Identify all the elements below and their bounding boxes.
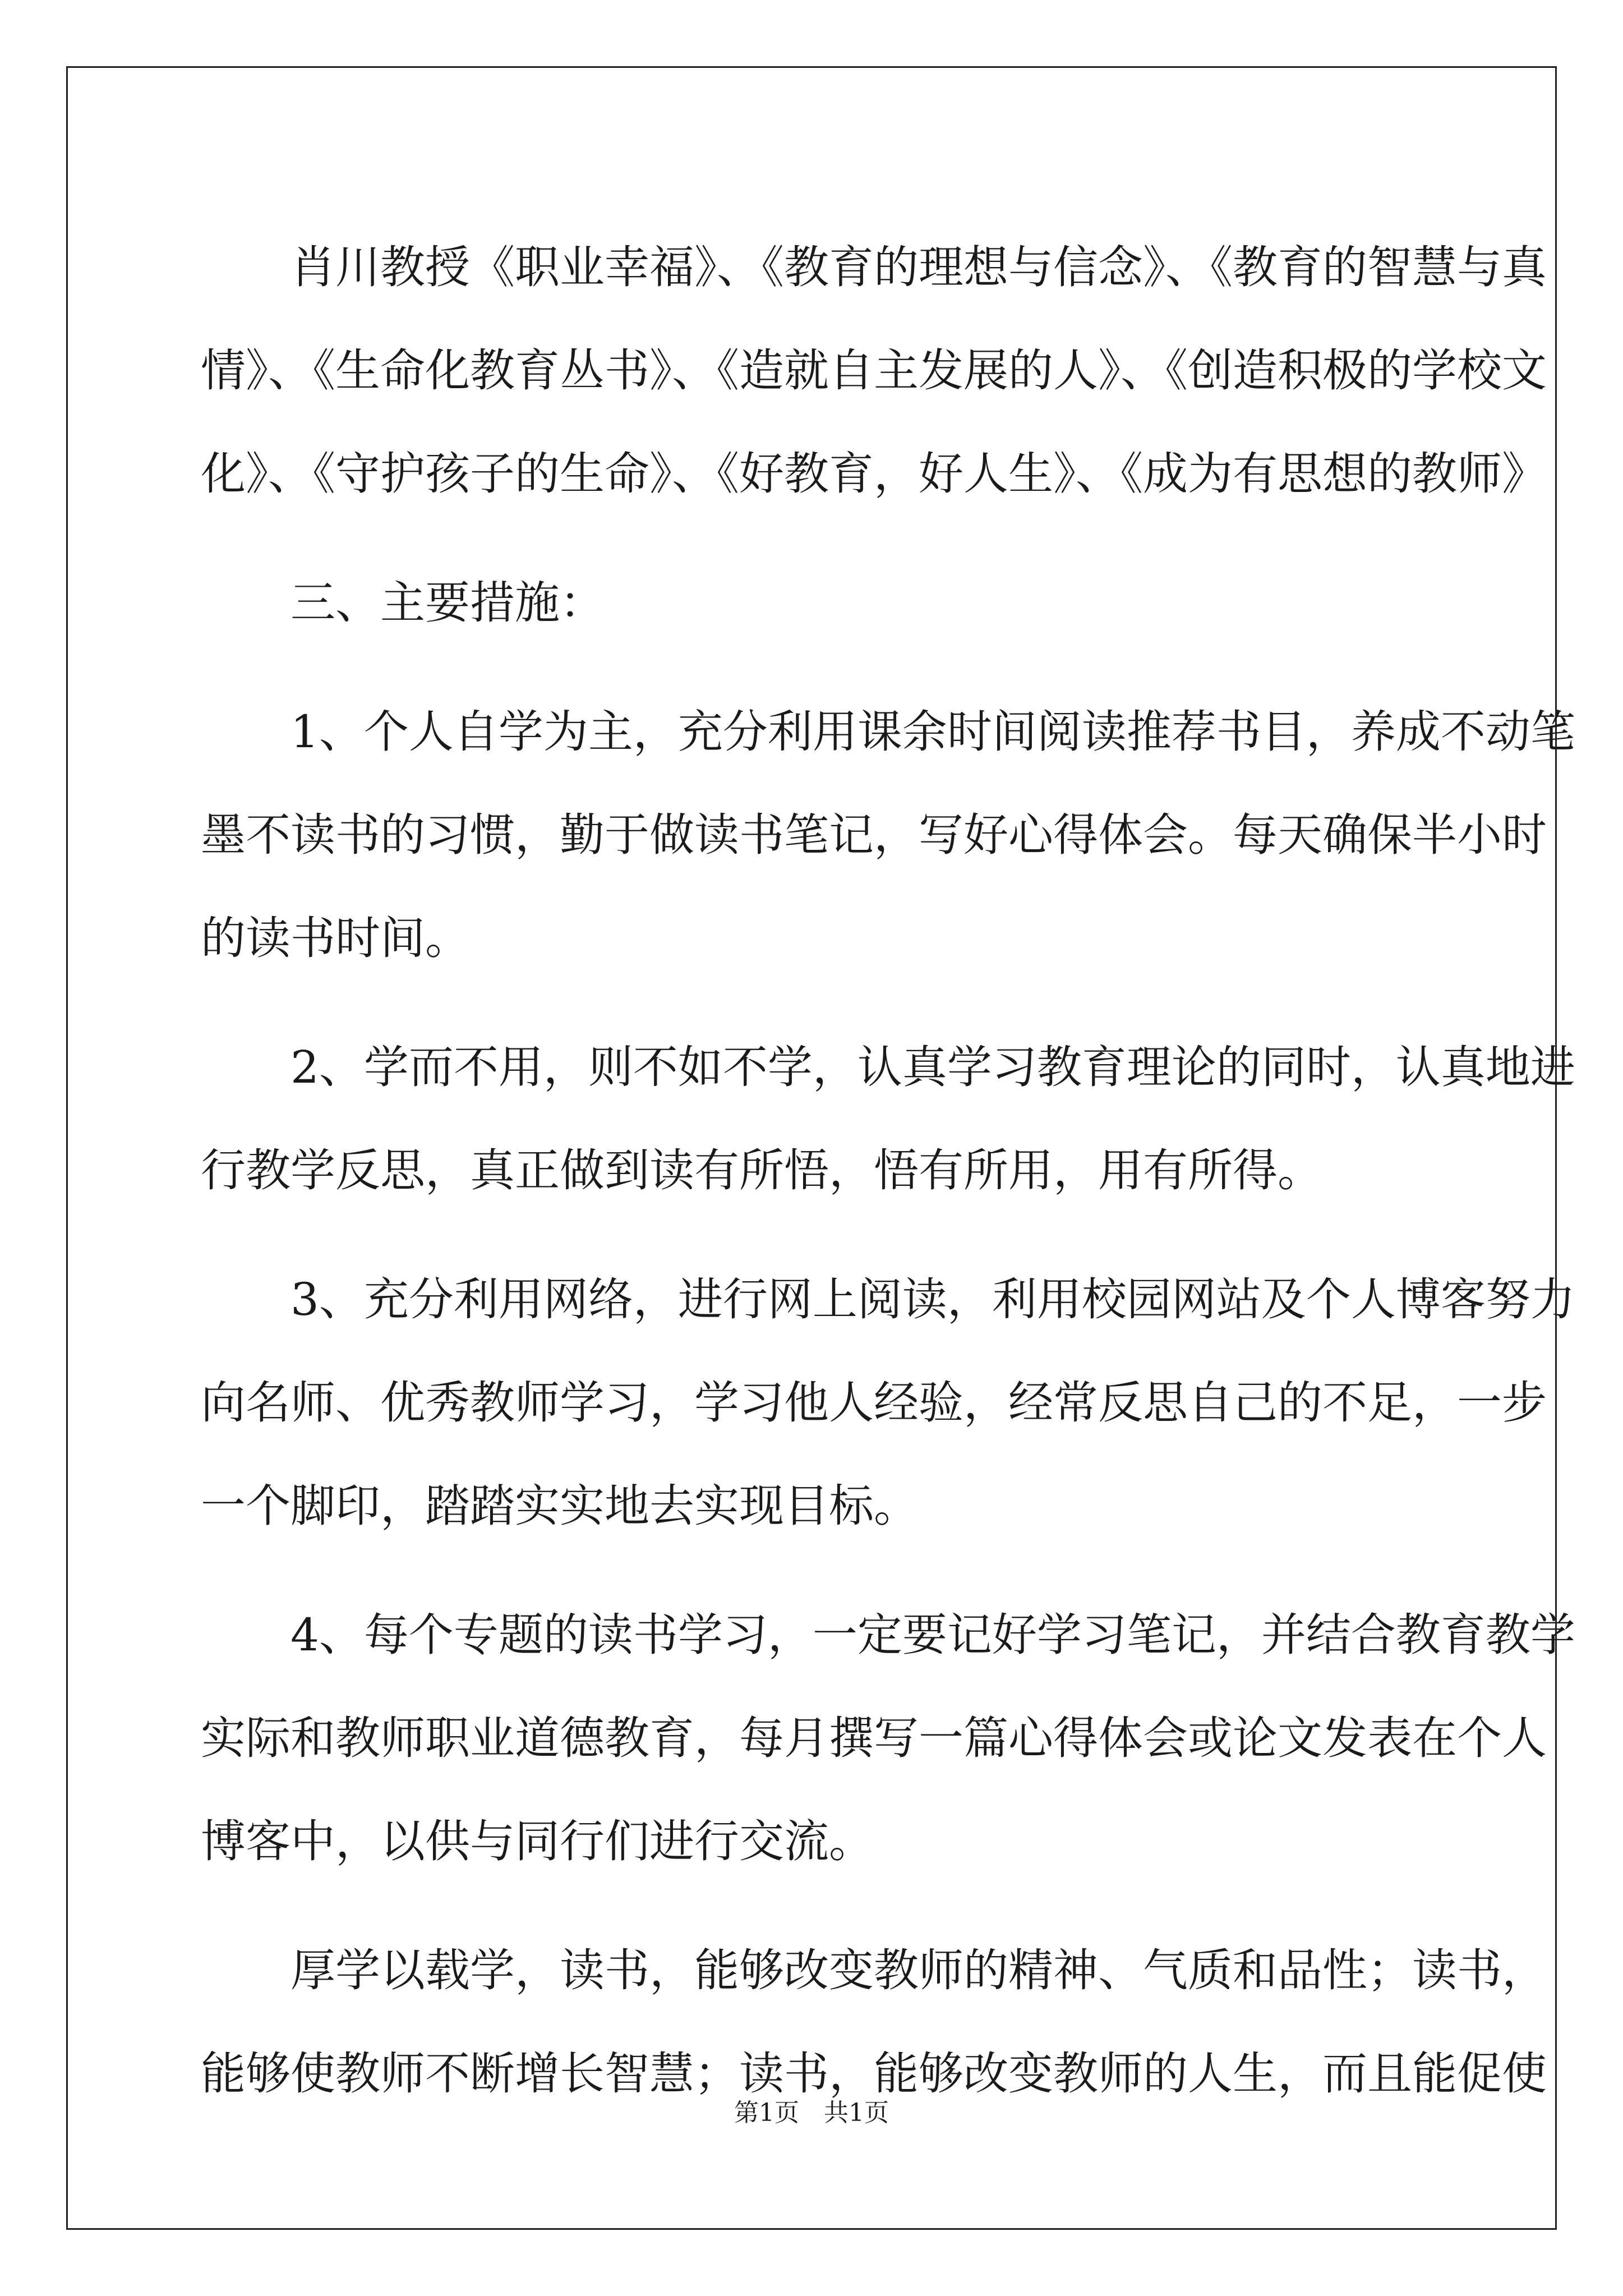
text-line: 肖川教授《职业幸福》、《教育的理想与信念》、《教育的智慧与真 xyxy=(291,241,1547,293)
section-heading-measures xyxy=(201,551,1435,655)
text-line: 的读书时间。 xyxy=(201,912,470,964)
text-line: 1、个人自学为主，充分利用课余时间阅读推荐书目，养成不动笔 xyxy=(291,706,1575,758)
paragraph-book-list xyxy=(201,216,1547,526)
text-line: 厚学以载学，读书，能够改变教师的精神、气质和品性；读书， xyxy=(291,1944,1547,1996)
text-line: 三、主要措施： xyxy=(291,577,605,629)
text-line: 4、每个专题的读书学习，一定要记好学习笔记，并结合教育教学 xyxy=(291,1609,1575,1661)
text-line: 3、充分利用网络，进行网上阅读，利用校园网站及个人博客努力 xyxy=(291,1273,1575,1326)
text-line: 一个脚印，踏踏实实地去实现目标。 xyxy=(201,1480,919,1532)
text-line: 向名师、优秀教师学习，学习他人经验，经常反思自己的不足，一步 xyxy=(201,1377,1547,1429)
text-line: 墨不读书的习惯，勤于做读书笔记，写好心得体会。每天确保半小时 xyxy=(201,809,1547,861)
page-number-footer: 第1页 共1页 xyxy=(734,2099,889,2127)
paragraph-measure-3 xyxy=(201,1248,1575,1558)
text-line: 2、学而不用，则不如不学，认真学习教育理论的同时，认真地进 xyxy=(291,1041,1575,1093)
paragraph-measure-2 xyxy=(201,1016,1575,1222)
paragraph-measure-1 xyxy=(201,680,1575,990)
text-line: 能够使教师不断增长智慧；读书，能够改变教师的人生，而且能促使 xyxy=(201,2047,1547,2100)
text-line: 情》、《生命化教育丛书》、《造就自主发展的人》、《创造积极的学校文 xyxy=(201,344,1547,397)
text-line: 实际和教师职业道德教育，每月撰写一篇心得体会或论文发表在个人 xyxy=(201,1712,1547,1764)
text-line: 博客中，以供与同行们进行交流。 xyxy=(201,1815,874,1867)
text-line: 化》、《守护孩子的生命》、《好教育，好人生》、《成为有思想的教师》 xyxy=(201,448,1547,500)
text-line: 行教学反思，真正做到读有所悟，悟有所用，用有所得。 xyxy=(201,1144,1322,1197)
paragraph-measure-4 xyxy=(201,1584,1575,1893)
document-body xyxy=(201,216,1575,2151)
